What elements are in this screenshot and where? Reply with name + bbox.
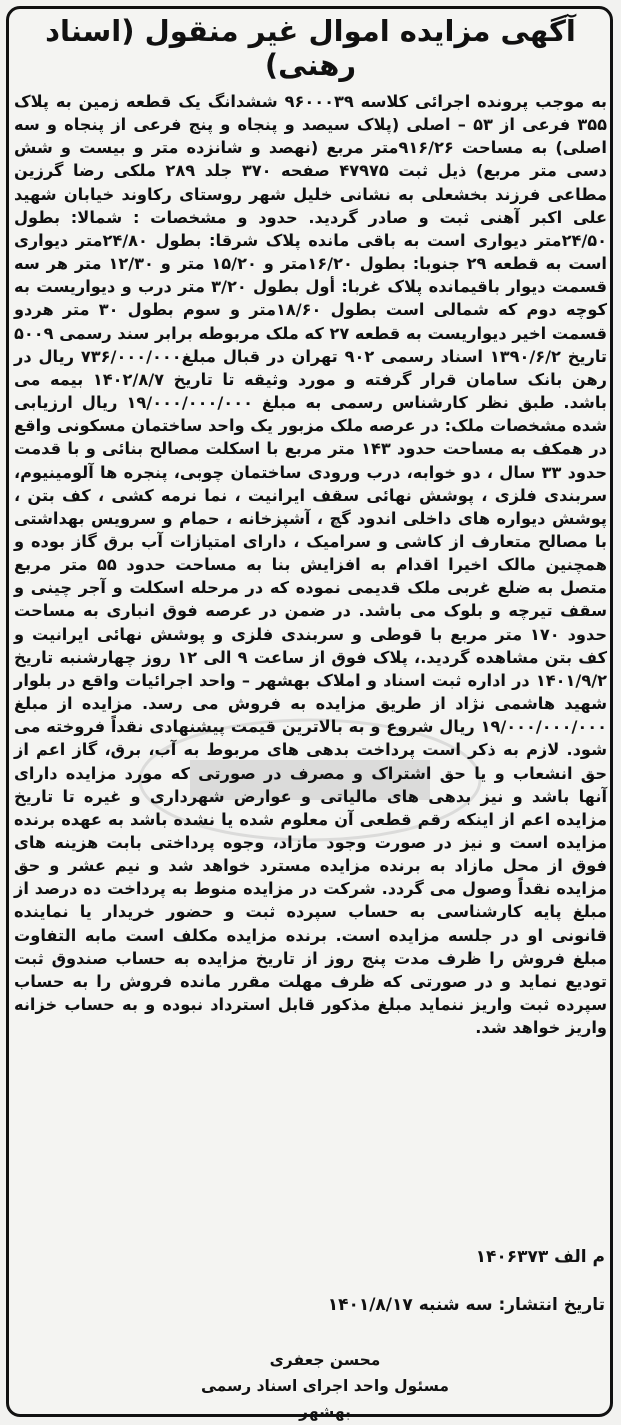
signatory-name: محسن جعفری [269, 1351, 381, 1369]
notice-body [14, 90, 607, 1039]
body-text-part: به موجب پرونده اجرائی کلاسه ۹۶۰۰۰۳۹ ششدانگ یک قطعه زمین به پلاک ۳۵۵ فرعی از ۵۳ – اصلی (پلاک سیصد و پنجاه و پنج فرعی از پنجاه و سه اصلی) به مساحت ۹۱۶/۲۶متر مربع (نهصد و شانزده متر و بیست و شش دسی متر مربع) ذیل ثبت ۴۷۹۷۵ صفحه ۳۷۰ جلد ۲۸۹ ملکی [14, 92, 607, 181]
publish-date: تاریخ انتشار: سه شنبه ۱۴۰۱/۸/۱۷ [327, 1295, 605, 1315]
reference-number: م الف ۱۴۰۶۳۷۳ [475, 1247, 605, 1267]
body-text-part: مطاعی فرزند بخشعلی به نشانی خلیل شهر روستای رکاوند خیابان شهید [14, 184, 607, 204]
signatory-role: مسئول واحد اجرای اسناد رسمی بهشهر [200, 1377, 450, 1421]
street-name: علی اکبر آهنی [480, 207, 607, 227]
notice-title: آگهی مزایده اموال غیر منقول (اسناد رهنی) [45, 14, 576, 82]
body-text-part: ثبت و صادر گردید. حدود و مشخصات : شمالا: بطول ۲۴/۵۰متر دیواری است به باقی مانده پلاک شرقا: بطول ۲۴/۸۰متر دیواری است به قطعه ۲۹ جنوبا: بطول ۱۶/۲۰متر و ۱۵/۲۰ متر و ۱۲/۳۰ متر هر سه قسمت دیوار باقیمانده پلاک غربا: أول بطول ۳/۲۰ متر درب و دیواریست به کوچه دوم که شمالی است بطول ۱۸/۶۰متر و سوم بطول ۳۰ متر هردو قسمت اخیر دیواریست به قطعه ۲۷ که ملک مربوطه برابر سند رسمی ۵۰۰۹ تاریخ ۱۳۹۰/۶/۲ اسناد رسمی ۹۰۲ تهران در قبال مبلغ۷۳۶/۰۰۰/۰۰۰ ریال در رهن بانک سامان قرار گرفته و مورد وثیقه تا تاریخ ۱۴۰۲/۸/۷ بیمه می باشد. طبق نظر کارشناس رسمی به مبلغ ۱۹/۰۰۰/۰۰۰/۰۰۰ ریال ارزیابی شده مشخصات ملک: در عرصه ملک مزبور یک واحد ساختمان مسکونی واقع در همکف به مساحت حدود ۱۴۳ متر مربع با اسکلت مصالح بنائی و با قدمت حدود ۳۳ سال ، دو خوابه، درب ورودی ساختمان چوبی، پنجره ها آلومینیوم، سربندی فلزی ، پوشش نهائی سقف ایرانیت ، نما نرمه کشی ، کف بتن ، پوشش دیواره های داخلی اندود گچ ، آشپزخانه ، حمام و سرویس بهداشتی با مصالح متعارف از کاشی و سرامیک ، دارای امتیازات آب برق گاز بوده و همچنین مالک اخیرا اقدام به افزایش بنا به مساحت حدود ۵۵ متر مربع متصل به ضلع غربی ملک قدیمی نموده که در مرحله اسکلت و آجر چینی و سقف تیرچه و بلوک می باشد. در ضمن در عرصه فوق انباری به مساحت حدود ۱۷۰ متر مربع با قوطی و سربندی فلزی و پوشش نهائی ایرانیت و کف بتن مشاهده گردید.، پلاک فوق از ساعت ۹ الی ۱۲ روز چهارشنبه تاریخ ۱۴۰۱/۹/۲ در اداره ثبت اسناد و املاک بهشهر – واحد اجرائیات واقع در بلوار شهید هاشمی نژاد از طریق مزایده به فروش می رسد. مزایده از مبلغ ۱۹/۰۰۰/۰۰۰/۰۰۰ ریال شروع و به بالاترین قیمت پیشنهادی نقداً فروخته می شود. لازم به ذکر است پرداخت بدهی های مربوط به آب، برق، گاز اعم از حق انشعاب و یا حق اشتراک و مصرف در صورتی که مورد مزایده دارای آنها باشد و نیز بدهی های مالیاتی و عوارض شهرداری و غیره تا تاریخ مزایده اعم از اینکه رقم قطعی آن معلوم شده یا نشده باشد به عهده برنده مزایده است و نیز در صورت وجود مازاد، وجوه پرداختی بابت هزینه های فوق از محل مازاد به برنده مزایده مسترد خواهد شد و نیم عشر و حق مزایده نقداً وصول می گردد. شرکت در مزایده منوط به پرداخت ده درصد از مبلغ پایه کارشناسی به حساب سپرده ثبت و حضور خریدار یا نماینده قانونی او در جلسه مزایده است. برنده مزایده مکلف است مابه التفاوت مبلغ فروش را ظرف مدت پنج روز از تاریخ مزایده به حساب صندوق ثبت تودیع نماید و در صورتی که ظرف مهلت مقرر مانده فروش را به حساب سپرده ثبت واریز ننماید مبلغ مذکور قابل استرداد نبوده و به حساب خزانه واریز خواهد شد. [14, 207, 608, 1038]
owner-name: رضا گرزین [14, 161, 105, 181]
